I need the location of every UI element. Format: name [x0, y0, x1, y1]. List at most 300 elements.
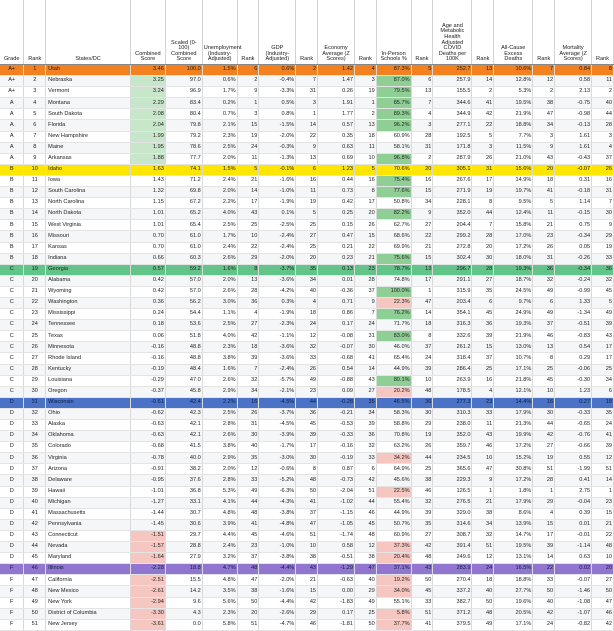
- table-cell: D: [0, 542, 24, 553]
- table-cell: -3.7%: [259, 408, 296, 419]
- table-cell: 42: [411, 542, 433, 553]
- table-cell: 1: [533, 486, 555, 497]
- table-cell: 0.57: [318, 120, 355, 131]
- table-cell: -0.75: [555, 98, 592, 109]
- table-cell: 291.1: [433, 275, 472, 286]
- table-cell: 10: [237, 231, 259, 242]
- table-cell: -0.28: [318, 397, 355, 408]
- table-cell: -0.76: [555, 431, 592, 442]
- table-cell: B: [0, 253, 24, 264]
- column-header: Rank: [411, 0, 433, 65]
- table-cell: 85.7%: [376, 98, 411, 109]
- table-cell: North Dakota: [46, 209, 131, 220]
- table-cell: 33: [472, 408, 494, 419]
- table-cell: -0.34: [555, 231, 592, 242]
- table-cell: 0.63: [555, 553, 592, 564]
- table-cell: 0.05: [555, 242, 592, 253]
- table-cell: 18: [533, 175, 555, 186]
- table-cell: 47: [296, 519, 318, 530]
- table-cell: 1: [472, 486, 494, 497]
- table-cell: 352.0: [433, 431, 472, 442]
- table-cell: 238.0: [433, 420, 472, 431]
- table-cell: 58.3%: [376, 408, 411, 419]
- table-cell: 33: [237, 475, 259, 486]
- table-cell: 44: [355, 497, 377, 508]
- table-cell: 32: [533, 275, 555, 286]
- table-cell: 71.2: [165, 175, 202, 186]
- table-cell: 37: [592, 153, 614, 164]
- table-cell: 337.2: [433, 586, 472, 597]
- table-cell: 17: [24, 242, 46, 253]
- table-row: [0, 553, 614, 564]
- table-cell: 45: [472, 309, 494, 320]
- table-cell: 1: [24, 65, 46, 76]
- table-cell: 32: [24, 408, 46, 419]
- table-cell: 17: [296, 442, 318, 453]
- table-cell: North Carolina: [46, 198, 131, 209]
- table-cell: -0.36: [318, 286, 355, 297]
- table-cell: 96.8%: [376, 153, 411, 164]
- table-cell: C: [0, 331, 24, 342]
- table-row: [0, 453, 614, 464]
- table-cell: 20.4%: [376, 553, 411, 564]
- table-cell: 18: [24, 253, 46, 264]
- table-cell: 36: [592, 264, 614, 275]
- table-cell: 48: [237, 564, 259, 575]
- table-cell: -1.83: [318, 597, 355, 608]
- table-body: [0, 65, 614, 631]
- table-cell: 2: [296, 65, 318, 76]
- table-cell: 12: [237, 464, 259, 475]
- table-cell: 3: [472, 142, 494, 153]
- table-cell: 19.7%: [494, 187, 533, 198]
- table-cell: 53.6: [165, 320, 202, 331]
- table-cell: 7: [472, 220, 494, 231]
- table-cell: 1: [237, 98, 259, 109]
- table-cell: 49: [237, 486, 259, 497]
- table-cell: 15.6%: [494, 164, 533, 175]
- table-cell: 1.7%: [202, 87, 237, 98]
- table-cell: 69.9%: [376, 242, 411, 253]
- table-cell: 13: [355, 120, 377, 131]
- table-cell: 58.1%: [376, 142, 411, 153]
- table-cell: 45: [24, 553, 46, 564]
- table-cell: -2.0%: [259, 253, 296, 264]
- table-cell: 27: [355, 386, 377, 397]
- table-cell: -1.9%: [259, 198, 296, 209]
- table-cell: F: [0, 597, 24, 608]
- table-cell: -4.5%: [259, 420, 296, 431]
- table-cell: Virginia: [46, 453, 131, 464]
- table-cell: 21: [411, 242, 433, 253]
- table-cell: D: [0, 453, 24, 464]
- table-cell: 12: [24, 187, 46, 198]
- table-cell: 1.63: [131, 164, 166, 175]
- table-cell: Mississippi: [46, 309, 131, 320]
- table-cell: 0.57: [131, 264, 166, 275]
- table-cell: 12: [592, 453, 614, 464]
- table-cell: 22: [296, 131, 318, 142]
- table-cell: 49: [24, 597, 46, 608]
- table-cell: -0.15: [555, 209, 592, 220]
- table-cell: 19: [411, 431, 433, 442]
- table-cell: 36: [533, 264, 555, 275]
- table-cell: D: [0, 475, 24, 486]
- table-cell: 17: [355, 198, 377, 209]
- table-cell: 0.44: [318, 175, 355, 186]
- table-cell: 37: [24, 464, 46, 475]
- table-cell: 0.1%: [259, 209, 296, 220]
- table-cell: -3.9%: [259, 431, 296, 442]
- table-cell: 1.32: [131, 187, 166, 198]
- table-cell: 79.5%: [376, 87, 411, 98]
- table-row: [0, 619, 614, 630]
- table-cell: 10: [592, 553, 614, 564]
- table-cell: -0.63: [131, 420, 166, 431]
- table-cell: Rhode Island: [46, 353, 131, 364]
- table-cell: 29: [411, 420, 433, 431]
- table-row: [0, 486, 614, 497]
- table-cell: 23: [355, 264, 377, 275]
- table-cell: 65.4%: [376, 353, 411, 364]
- table-cell: 17: [411, 275, 433, 286]
- table-cell: 3: [24, 87, 46, 98]
- table-cell: 5: [355, 164, 377, 175]
- table-cell: -5.2%: [259, 475, 296, 486]
- table-cell: -2.04: [318, 486, 355, 497]
- table-cell: 0.01: [318, 275, 355, 286]
- table-cell: 42: [592, 619, 614, 630]
- table-cell: 277.3: [433, 397, 472, 408]
- table-cell: 283.9: [433, 564, 472, 575]
- table-cell: 17.9%: [494, 497, 533, 508]
- table-cell: 3: [533, 131, 555, 142]
- table-cell: 50.8%: [376, 198, 411, 209]
- table-cell: 39: [592, 320, 614, 331]
- table-cell: -0.13: [555, 120, 592, 131]
- table-cell: 13.0%: [494, 342, 533, 353]
- table-cell: -0.33: [318, 431, 355, 442]
- table-cell: 17.0%: [494, 231, 533, 242]
- table-cell: 15: [411, 187, 433, 198]
- table-cell: 20: [296, 253, 318, 264]
- table-cell: C: [0, 375, 24, 386]
- table-cell: 34.2%: [376, 453, 411, 464]
- table-cell: 57.0: [165, 275, 202, 286]
- table-cell: 41: [296, 497, 318, 508]
- table-cell: -0.98: [555, 109, 592, 120]
- table-cell: Kansas: [46, 242, 131, 253]
- table-cell: 56.2: [165, 297, 202, 308]
- table-cell: 79.8: [165, 120, 202, 131]
- table-cell: 46: [296, 619, 318, 630]
- table-cell: 3: [592, 131, 614, 142]
- table-cell: 21.9%: [494, 331, 533, 342]
- table-cell: D: [0, 442, 24, 453]
- table-cell: 10: [296, 542, 318, 553]
- table-cell: 0.73: [318, 187, 355, 198]
- table-cell: -0.26: [555, 253, 592, 264]
- table-cell: 42: [296, 597, 318, 608]
- column-header: Rank: [533, 0, 555, 65]
- table-cell: -6.3%: [259, 486, 296, 497]
- table-cell: 29: [296, 608, 318, 619]
- table-row: [0, 109, 614, 120]
- table-cell: Connecticut: [46, 530, 131, 541]
- table-cell: 79.2: [165, 131, 202, 142]
- table-cell: 0.01: [555, 519, 592, 530]
- table-cell: 3: [411, 120, 433, 131]
- table-cell: 1.88: [131, 153, 166, 164]
- table-cell: 352.0: [433, 209, 472, 220]
- table-cell: A: [0, 153, 24, 164]
- table-cell: -1.45: [131, 519, 166, 530]
- table-cell: 0.66: [131, 253, 166, 264]
- table-cell: 70.8%: [376, 431, 411, 442]
- table-cell: 13: [24, 198, 46, 209]
- table-cell: 4.8%: [202, 575, 237, 586]
- table-cell: B: [0, 187, 24, 198]
- table-cell: -0.82: [555, 619, 592, 630]
- table-row: [0, 331, 614, 342]
- table-cell: 8.6%: [494, 508, 533, 519]
- table-cell: 6: [592, 386, 614, 397]
- table-row: [0, 286, 614, 297]
- table-cell: 9: [592, 220, 614, 231]
- table-cell: 77.7: [165, 153, 202, 164]
- table-cell: 28.8: [165, 542, 202, 553]
- table-cell: 316.3: [433, 320, 472, 331]
- table-cell: 5.3%: [202, 486, 237, 497]
- table-cell: 19.3%: [494, 320, 533, 331]
- table-cell: 25: [592, 364, 614, 375]
- table-cell: -2.51: [131, 575, 166, 586]
- table-cell: 15: [24, 220, 46, 231]
- table-cell: Arkansas: [46, 153, 131, 164]
- table-cell: -2.4%: [259, 364, 296, 375]
- table-cell: 48: [24, 586, 46, 597]
- table-cell: -4.4%: [259, 597, 296, 608]
- table-cell: 1.5%: [202, 65, 237, 76]
- table-cell: 3: [296, 98, 318, 109]
- table-cell: 17.2%: [494, 442, 533, 453]
- table-cell: 1.8%: [494, 486, 533, 497]
- table-cell: 18: [355, 131, 377, 142]
- table-cell: 68.6%: [376, 231, 411, 242]
- table-row: [0, 87, 614, 98]
- table-cell: 3: [237, 109, 259, 120]
- table-cell: 5: [472, 131, 494, 142]
- table-cell: 33: [592, 253, 614, 264]
- table-cell: 2.4%: [202, 175, 237, 186]
- table-cell: 46: [472, 442, 494, 453]
- table-cell: 276.5: [433, 497, 472, 508]
- table-cell: 48: [472, 608, 494, 619]
- table-cell: A: [0, 131, 24, 142]
- table-cell: 31: [411, 142, 433, 153]
- table-cell: -2.61: [131, 586, 166, 597]
- table-cell: 37.7%: [376, 619, 411, 630]
- table-cell: Idaho: [46, 164, 131, 175]
- table-cell: Louisiana: [46, 375, 131, 386]
- table-cell: 28: [472, 231, 494, 242]
- table-cell: 51: [24, 619, 46, 630]
- table-cell: F: [0, 586, 24, 597]
- table-cell: 0.70: [131, 242, 166, 253]
- table-cell: 77.6%: [376, 187, 411, 198]
- table-cell: 10.6%: [494, 65, 533, 76]
- table-cell: 27: [592, 575, 614, 586]
- table-cell: -0.33: [555, 408, 592, 419]
- table-cell: B: [0, 242, 24, 253]
- table-cell: 27: [24, 353, 46, 364]
- table-cell: 2.0%: [202, 464, 237, 475]
- table-cell: 40: [533, 597, 555, 608]
- table-cell: 4: [592, 142, 614, 153]
- table-cell: 62.7%: [376, 220, 411, 231]
- table-cell: -0.06: [555, 364, 592, 375]
- table-cell: 21: [237, 175, 259, 186]
- table-cell: 36: [24, 453, 46, 464]
- table-cell: 257.9: [433, 76, 472, 87]
- table-cell: 55.4%: [376, 497, 411, 508]
- table-cell: 20: [592, 564, 614, 575]
- table-cell: 0.55: [555, 453, 592, 464]
- table-cell: D: [0, 519, 24, 530]
- table-cell: 3.25: [131, 76, 166, 87]
- table-cell: 359.7: [433, 442, 472, 453]
- table-cell: -2.4%: [259, 231, 296, 242]
- table-cell: New York: [46, 597, 131, 608]
- table-cell: Maryland: [46, 553, 131, 564]
- table-cell: 61.0: [165, 242, 202, 253]
- table-cell: 0.39: [555, 508, 592, 519]
- table-cell: 34: [355, 408, 377, 419]
- table-cell: 39: [24, 486, 46, 497]
- table-cell: 100.0: [165, 65, 202, 76]
- table-cell: 26: [411, 442, 433, 453]
- table-cell: 0.7%: [202, 109, 237, 120]
- table-cell: B: [0, 198, 24, 209]
- table-cell: 7: [533, 65, 555, 76]
- table-cell: 8: [472, 198, 494, 209]
- column-header: Rank: [472, 0, 494, 65]
- table-cell: 34: [533, 120, 555, 131]
- table-cell: 27: [472, 275, 494, 286]
- table-cell: 40.0: [165, 453, 202, 464]
- table-cell: 14: [592, 475, 614, 486]
- table-cell: 48.4: [165, 364, 202, 375]
- table-cell: 31: [237, 420, 259, 431]
- table-cell: 329.0: [433, 508, 472, 519]
- table-cell: 4: [237, 309, 259, 320]
- table-cell: 10: [355, 153, 377, 164]
- table-cell: -1.15: [318, 508, 355, 519]
- table-cell: Illinois: [46, 564, 131, 575]
- table-cell: 0.25: [318, 209, 355, 220]
- table-cell: 46.0%: [376, 342, 411, 353]
- table-cell: -4.6%: [259, 530, 296, 541]
- table-cell: 0.42: [131, 275, 166, 286]
- table-row: [0, 175, 614, 186]
- table-cell: 80.4: [165, 109, 202, 120]
- table-cell: 1: [592, 486, 614, 497]
- table-cell: 30: [237, 431, 259, 442]
- table-cell: 37: [472, 353, 494, 364]
- table-cell: 0.63: [318, 142, 355, 153]
- table-cell: 4: [355, 65, 377, 76]
- table-cell: 16: [355, 175, 377, 186]
- table-cell: 75.4%: [376, 175, 411, 186]
- table-cell: 0.02: [555, 564, 592, 575]
- table-cell: 45: [411, 586, 433, 597]
- table-cell: 24: [592, 420, 614, 431]
- table-cell: Colorado: [46, 442, 131, 453]
- table-cell: 6: [237, 65, 259, 76]
- table-cell: 27: [237, 320, 259, 331]
- table-cell: 21: [592, 519, 614, 530]
- table-cell: 29: [533, 497, 555, 508]
- table-cell: 42: [237, 331, 259, 342]
- table-cell: 7: [355, 309, 377, 320]
- table-cell: 4.0%: [202, 209, 237, 220]
- table-cell: -4.2%: [259, 286, 296, 297]
- table-cell: 74.8%: [376, 275, 411, 286]
- table-cell: 9: [472, 475, 494, 486]
- table-cell: 36: [237, 297, 259, 308]
- table-cell: 46: [355, 508, 377, 519]
- table-cell: 2.04: [131, 120, 166, 131]
- table-cell: 26: [24, 342, 46, 353]
- table-cell: 21: [533, 220, 555, 231]
- table-cell: 43: [472, 431, 494, 442]
- table-cell: 42: [355, 475, 377, 486]
- table-cell: 50: [24, 608, 46, 619]
- table-cell: 1.95: [131, 142, 166, 153]
- table-cell: -0.51: [318, 553, 355, 564]
- table-cell: 2.3%: [202, 342, 237, 353]
- table-cell: -0.16: [131, 342, 166, 353]
- table-cell: -0.19: [318, 453, 355, 464]
- table-cell: 12: [472, 553, 494, 564]
- column-header: States/DC: [46, 0, 131, 65]
- table-cell: 0.71: [318, 297, 355, 308]
- table-row: [0, 353, 614, 364]
- table-cell: F: [0, 564, 24, 575]
- table-cell: 0.86: [318, 309, 355, 320]
- table-cell: 43: [296, 564, 318, 575]
- table-cell: 0.36: [131, 297, 166, 308]
- table-cell: 87.0%: [376, 76, 411, 87]
- table-cell: -0.19: [131, 364, 166, 375]
- table-cell: -3.6%: [259, 342, 296, 353]
- table-cell: -0.83: [555, 331, 592, 342]
- table-cell: 0.6%: [202, 76, 237, 87]
- table-row: [0, 408, 614, 419]
- table-cell: 18: [592, 397, 614, 408]
- table-cell: 314.6: [433, 519, 472, 530]
- table-cell: -3.30: [131, 608, 166, 619]
- table-cell: 2: [24, 76, 46, 87]
- table-cell: 2.4%: [202, 542, 237, 553]
- table-cell: -0.95: [131, 475, 166, 486]
- table-cell: 1.7%: [202, 231, 237, 242]
- table-cell: 0.2%: [202, 98, 237, 109]
- table-cell: 11: [237, 153, 259, 164]
- table-cell: 37.1%: [376, 564, 411, 575]
- table-cell: 0.42: [131, 286, 166, 297]
- table-row: [0, 320, 614, 331]
